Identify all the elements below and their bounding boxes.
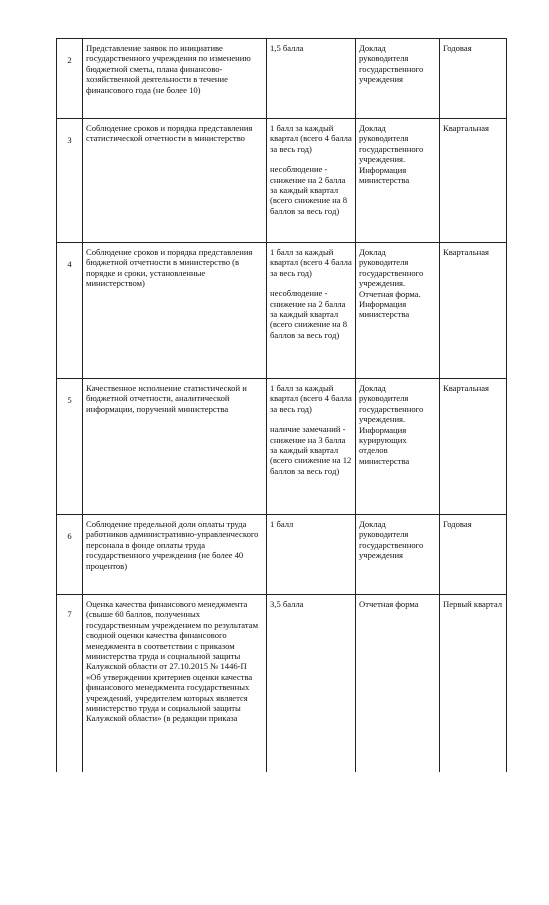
indicator-cell <box>83 119 267 243</box>
table-row <box>57 119 507 243</box>
score-cell <box>267 595 356 773</box>
row-number: 4 <box>57 243 83 379</box>
score-text: 1 балл за каждый квартал (всего 4 балла за весь год) <box>270 247 352 278</box>
source-cell <box>356 379 440 515</box>
period-text: Годовая <box>443 519 472 529</box>
score-penalty-text: несоблюдение - снижение на 2 балла за каждый квартал (всего снижение на 8 баллов за весь год) <box>270 288 348 340</box>
period-cell <box>440 119 507 243</box>
source-text: Доклад руководителя государственного учреждения. Информация министерства <box>359 123 424 186</box>
period-text: Квартальная <box>443 247 489 257</box>
table-row <box>57 595 507 773</box>
row-number: 6 <box>57 515 83 595</box>
source-cell <box>356 119 440 243</box>
indicator-text: Качественное исполнение статистической и бюджетной отчетности, аналитической информации, поручений министерства <box>86 383 247 414</box>
score-text: 1,5 балла <box>270 43 304 53</box>
period-text: Квартальная <box>443 123 489 133</box>
source-text: Доклад руководителя государственного учреждения. Отчетная форма. Информация министерства <box>359 247 424 320</box>
score-text: 3,5 балла <box>270 599 304 609</box>
source-text: Доклад руководителя государственного учреждения. Информация курирующих отделов министерства <box>359 383 424 466</box>
row-number: 5 <box>57 379 83 515</box>
table-row <box>57 39 507 119</box>
period-text: Квартальная <box>443 383 489 393</box>
source-cell <box>356 243 440 379</box>
score-cell <box>267 379 356 515</box>
period-text: Первый квартал <box>443 599 503 609</box>
source-cell <box>356 595 440 773</box>
criteria-table <box>56 38 507 772</box>
table-row <box>57 243 507 379</box>
indicator-text: Соблюдение сроков и порядка представления бюджетной отчетности в министерство (в порядке и сроки, установленные министерством) <box>86 247 253 289</box>
score-cell <box>267 39 356 119</box>
indicator-text: Соблюдение сроков и порядка представления статистической отчетности в министерство <box>86 123 253 144</box>
table-row <box>57 515 507 595</box>
period-cell <box>440 595 507 773</box>
period-cell <box>440 515 507 595</box>
score-text: 1 балл за каждый квартал (всего 4 балла за весь год) <box>270 383 352 414</box>
source-text: Доклад руководителя государственного учреждения <box>359 519 424 561</box>
indicator-cell <box>83 595 267 773</box>
score-penalty-text: несоблюдение - снижение на 2 балла за каждый квартал (всего снижение на 8 баллов за весь год) <box>270 164 348 216</box>
row-number: 7 <box>57 595 83 773</box>
source-text: Отчетная форма <box>359 599 419 609</box>
row-number: 3 <box>57 119 83 243</box>
period-cell <box>440 39 507 119</box>
table-row <box>57 379 507 515</box>
indicator-text: Оценка качества финансового менеджмента (свыше 60 баллов, полученных государственным учреждением по результатам сводной оценки качества финансового менеджмента в соответствии с приказом министерства труда и социальной защиты Калужской области от 27.10.2015 № 1446-П «Об утверждении критериев оценки качества финансового менеджмента государственных учреждений, учредителем которых является министерство труда и социальной защиты Калужской области» (в редакции приказа <box>86 599 259 724</box>
period-cell <box>440 379 507 515</box>
score-penalty-text: наличие замечаний - снижение на 3 балла за каждый квартал (всего снижение на 12 баллов за весь год) <box>270 424 352 476</box>
score-text: 1 балл <box>270 519 294 529</box>
indicator-cell <box>83 243 267 379</box>
source-cell <box>356 515 440 595</box>
source-text: Доклад руководителя государственного учреждения <box>359 43 424 85</box>
period-cell <box>440 243 507 379</box>
indicator-text: Представление заявок по инициативе государственного учреждения по изменению бюджетной сметы, плана финансово-хозяйственной деятельности в течение финансового года (не более 10) <box>86 43 251 95</box>
score-cell <box>267 119 356 243</box>
indicator-cell <box>83 379 267 515</box>
score-cell <box>267 243 356 379</box>
score-text: 1 балл за каждый квартал (всего 4 балла за весь год) <box>270 123 352 154</box>
indicator-cell <box>83 39 267 119</box>
score-cell <box>267 515 356 595</box>
row-number: 2 <box>57 39 83 119</box>
source-cell <box>356 39 440 119</box>
indicator-text: Соблюдение предельной доли оплаты труда работников административно-управленческого персонала в фонде оплаты труда государственного учреждения (не более 40 процентов) <box>86 519 259 571</box>
period-text: Годовая <box>443 43 472 53</box>
indicator-cell <box>83 515 267 595</box>
